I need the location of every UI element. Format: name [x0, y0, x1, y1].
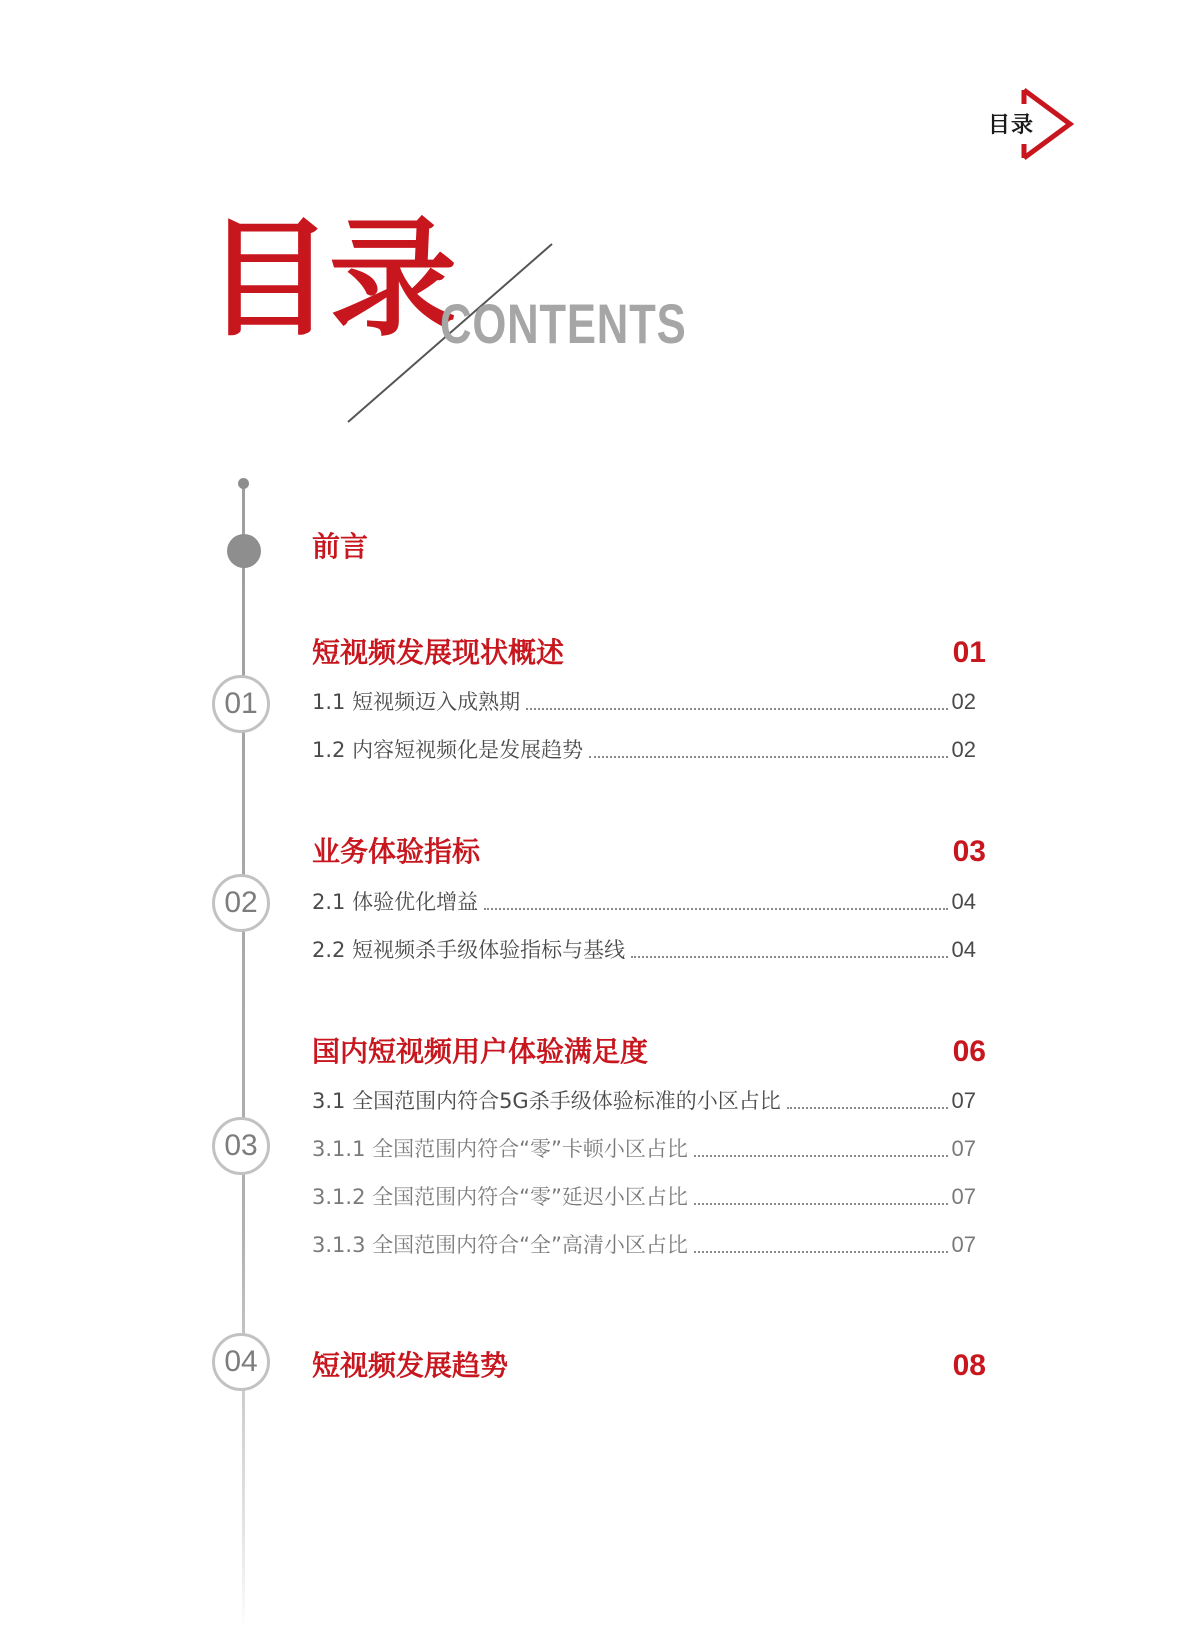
preface-dot [227, 534, 261, 568]
toc-entry-page: 04 [951, 889, 976, 914]
section-title-03[interactable]: 国内短视频用户体验满足度 [312, 1035, 649, 1068]
toc-entry-label: 2.1 体验优化增益 [312, 890, 479, 914]
toc-entry-label: 1.2 内容短视频化是发展趋势 [312, 738, 584, 762]
dot-leader [694, 1251, 948, 1253]
section-number-02: 02 [212, 874, 270, 932]
toc-entry-label: 3.1.1 全国范围内符合“零”卡顿小区占比 [312, 1137, 688, 1161]
toc-entry-page: 02 [951, 689, 976, 714]
section-number-03: 03 [212, 1117, 270, 1175]
dot-leader [484, 908, 947, 910]
page-title-cn: 目录 [205, 205, 454, 354]
dot-leader [694, 1155, 948, 1157]
play-arrow-icon [1018, 82, 1084, 166]
page-title-en: CONTENTS [440, 292, 687, 355]
toc-entry-page: 07 [951, 1136, 976, 1161]
section-number-01: 01 [212, 675, 270, 733]
section-page-03: 06 [952, 1035, 986, 1068]
toc-entry-page: 04 [951, 937, 976, 962]
toc-entry-label: 3.1.3 全国范围内符合“全”高清小区占比 [312, 1233, 688, 1257]
toc-entry-page: 07 [951, 1184, 976, 1209]
title-block [200, 205, 720, 430]
toc-entry-3-1-1[interactable] [312, 1131, 976, 1163]
timeline-line [242, 482, 245, 1630]
toc-entry-page: 07 [951, 1232, 976, 1257]
dot-leader [631, 956, 947, 958]
dot-leader [526, 708, 947, 710]
dot-leader [589, 756, 947, 758]
section-title-04[interactable]: 短视频发展趋势 [312, 1349, 509, 1382]
toc-entry-label: 3.1.2 全国范围内符合“零”延迟小区占比 [312, 1185, 688, 1209]
toc-entry-2-2[interactable] [312, 932, 976, 964]
section-title-02[interactable]: 业务体验指标 [312, 835, 481, 868]
toc-entry-3-1-2[interactable] [312, 1179, 976, 1211]
section-title-01[interactable]: 短视频发展现状概述 [312, 636, 565, 669]
preface-title[interactable]: 前言 [312, 530, 369, 563]
toc-entry-label: 1.1 短视频迈入成熟期 [312, 690, 521, 714]
toc-entry-label: 2.2 短视频杀手级体验指标与基线 [312, 938, 626, 962]
section-number-04: 04 [212, 1333, 270, 1391]
toc-entry-1-2[interactable] [312, 732, 976, 764]
toc-entry-label: 3.1 全国范围内符合5G杀手级体验标准的小区占比 [312, 1089, 781, 1113]
dot-leader [694, 1203, 948, 1205]
toc-entry-page: 02 [951, 737, 976, 762]
toc-entry-1-1[interactable] [312, 684, 976, 716]
header-badge-text: 目录 [988, 113, 1035, 138]
header-badge [980, 82, 1086, 166]
section-page-04: 08 [952, 1349, 986, 1382]
dot-leader [787, 1107, 948, 1109]
toc-entry-page: 07 [951, 1088, 976, 1113]
section-page-02: 03 [952, 835, 986, 868]
toc-entry-3-1-3[interactable] [312, 1227, 976, 1259]
timeline-top-dot [238, 478, 249, 489]
toc-entry-2-1[interactable] [312, 884, 976, 916]
section-page-01: 01 [952, 636, 986, 669]
toc-entry-3-1[interactable] [312, 1083, 976, 1115]
